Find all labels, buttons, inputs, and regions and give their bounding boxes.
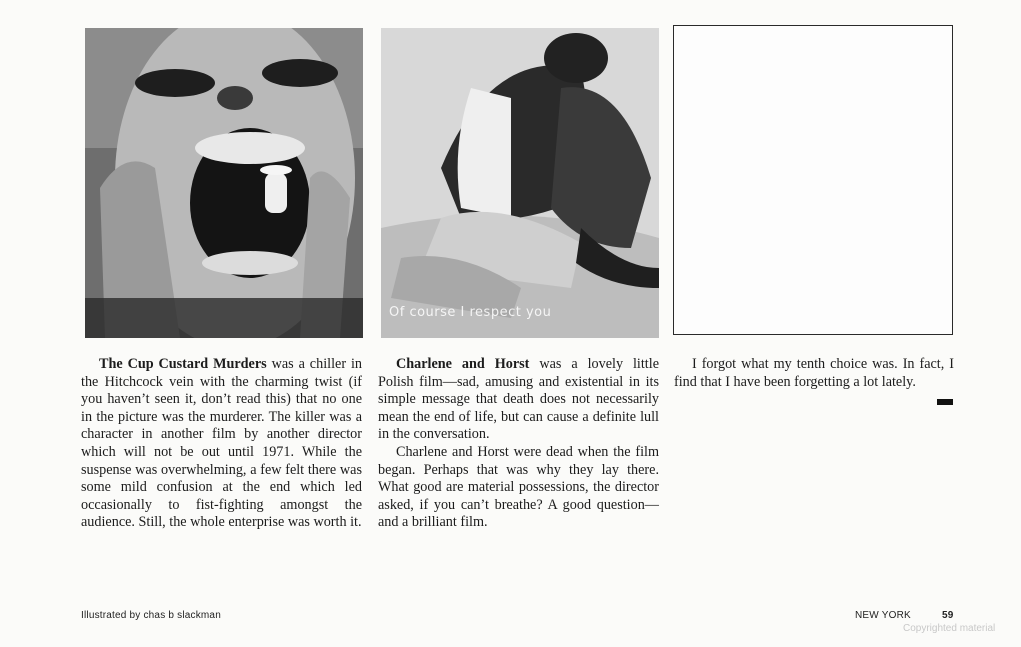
couple-photo <box>381 28 659 338</box>
review-text: I forgot what my tenth choice was. In fact, I find that I have been forgetting a lot lately. <box>674 356 954 390</box>
publication-name: NEW YORK <box>855 610 911 621</box>
end-mark <box>937 399 953 405</box>
copyright-notice: Copyrighted material <box>903 623 996 634</box>
review-paragraph: Charlene and Horst were dead when the film began. Perhaps that was why they lay there. What good are material possessions, the director asked, if you can’t breathe? A good question—and a brilliant film. <box>378 443 659 531</box>
review-column-2 <box>378 356 659 532</box>
review-column-3 <box>674 356 954 391</box>
film-title: Charlene and Horst <box>396 356 530 372</box>
empty-picture-frame <box>673 25 953 335</box>
review-text: was a lovely little Polish film—sad, amusing and existential in its simple message that death does not necessarily mean the end of life, but can cause a definite lull in the conversation. <box>378 356 659 443</box>
scream-illustration <box>85 28 363 338</box>
illustration-credit: Illustrated by chas b slackman <box>81 610 221 621</box>
review-text: was a chiller in the Hitchcock vein with the charming twist (if you haven’t seen it, don’t read this) that no one in the picture was the murderer. The killer was a character in another film by another director which will not be out until 1971. While the suspense was overwhelming, a few felt there was some mild confusion at the end which led occasionally to fist-fighting amongst the audience. Still, the whole enterprise was worth it. <box>81 356 362 531</box>
photo-overlay-caption: Of course I respect you <box>389 305 552 320</box>
film-title: The Cup Custard Murders <box>99 356 267 372</box>
review-column-1 <box>81 356 362 532</box>
page-number: 59 <box>942 610 954 621</box>
